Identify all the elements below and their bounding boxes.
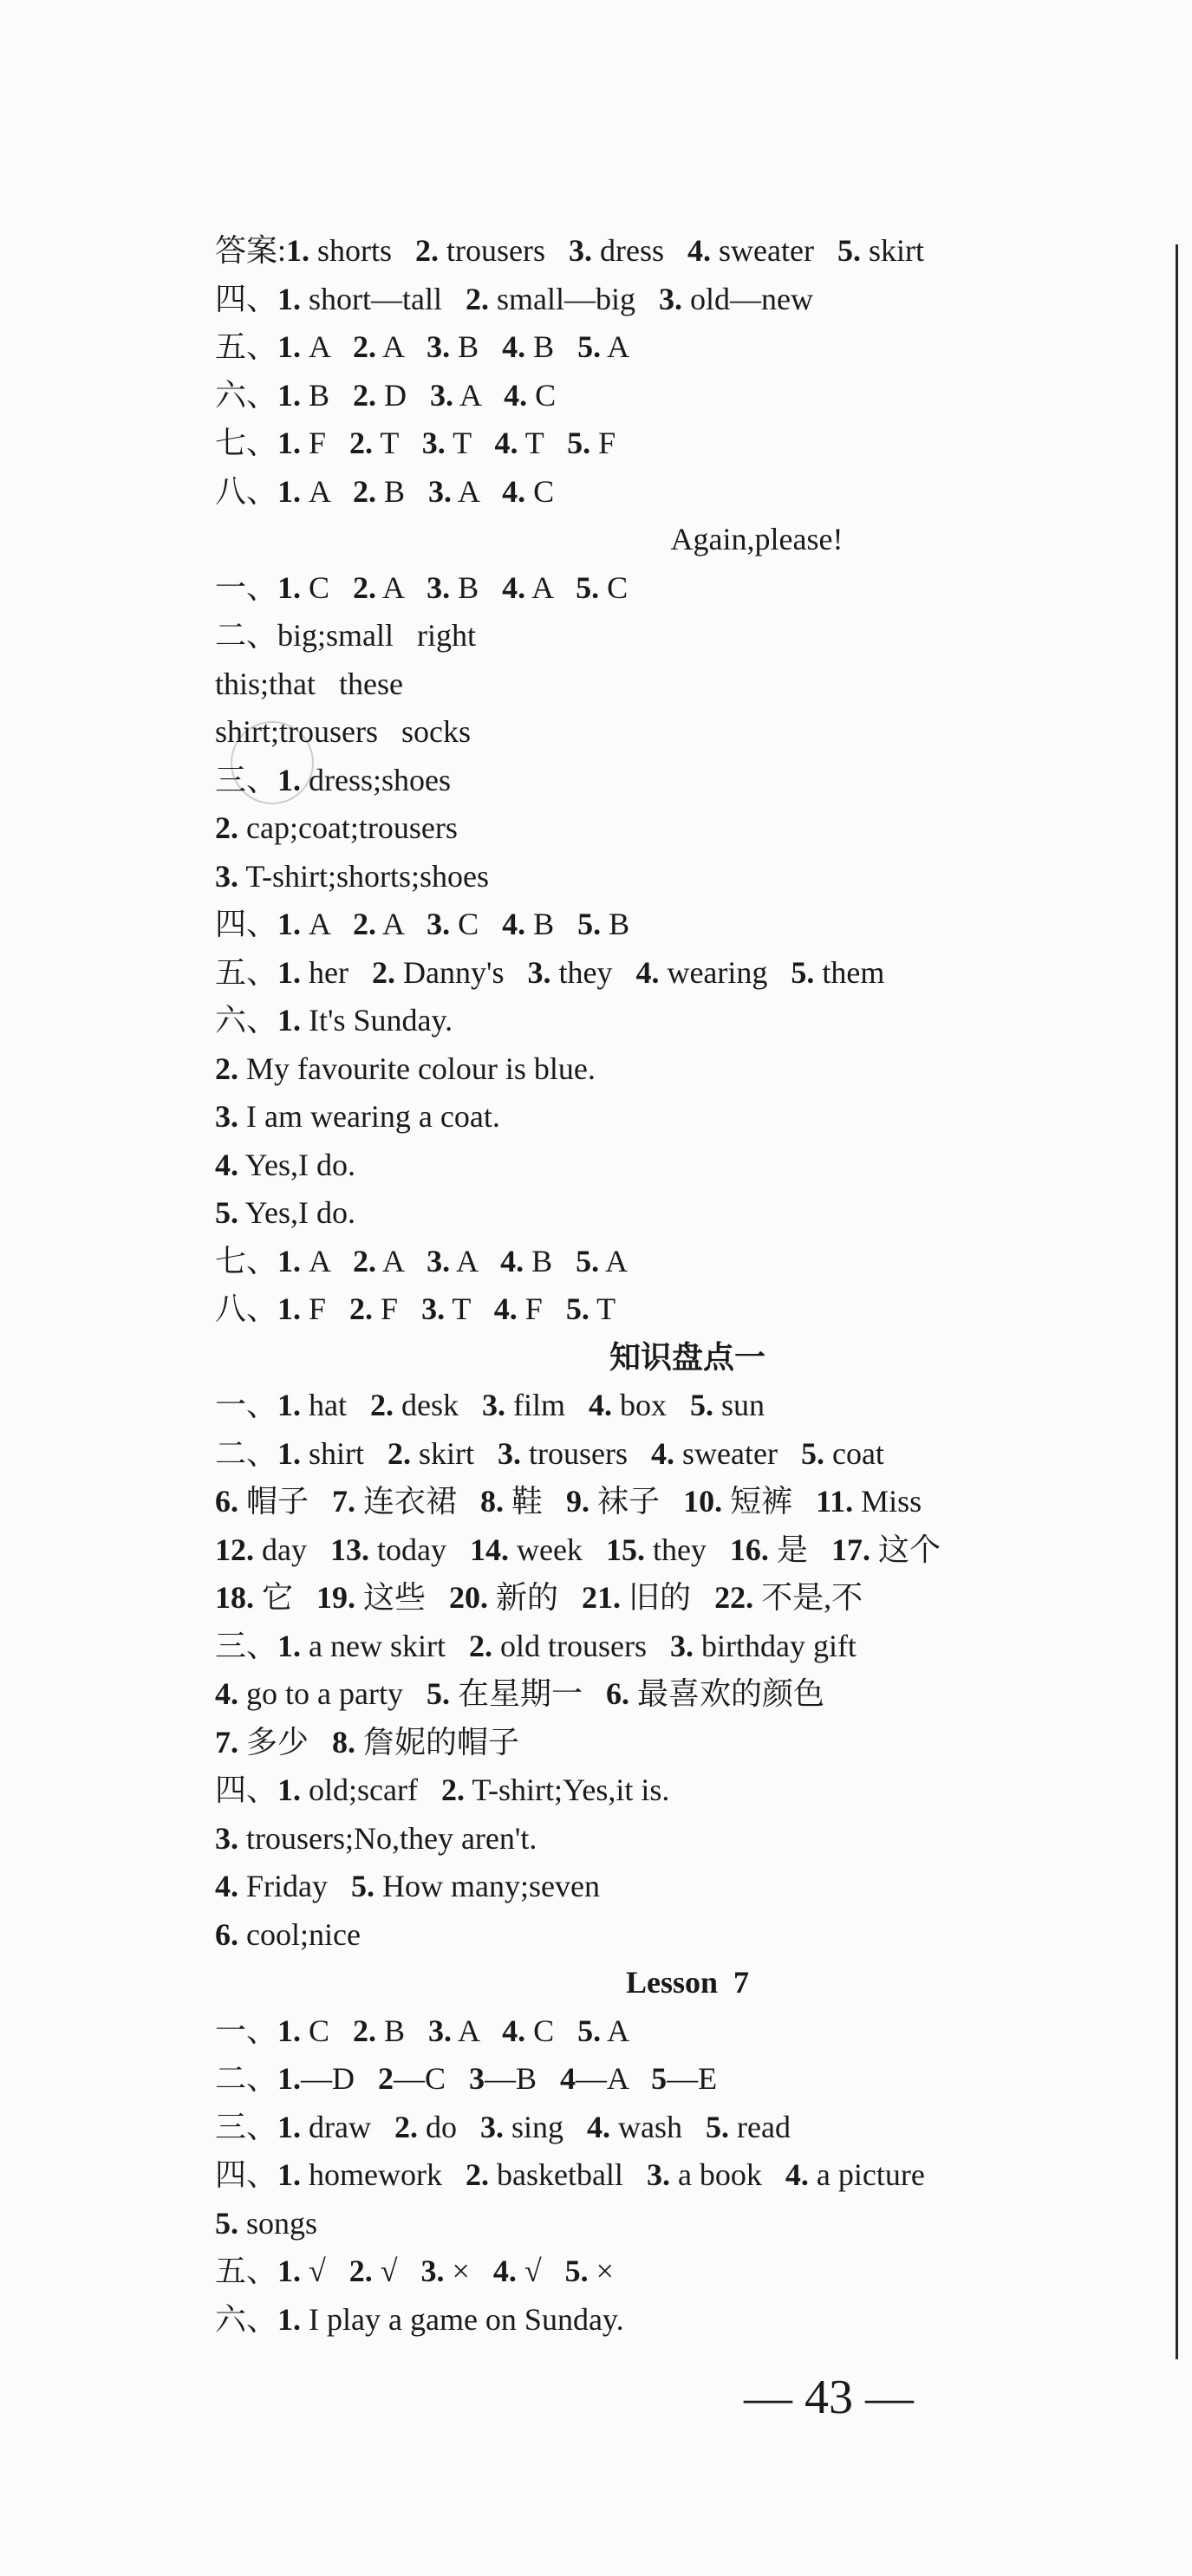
answer-line: 八、1. F 2. F 3. T 4. F 5. T (215, 1291, 616, 1326)
answer-content (215, 227, 1160, 2344)
answer-line: 三、1. dress;shoes (215, 762, 452, 797)
answer-line: 七、1. A 2. A 3. A 4. B 5. A (215, 1243, 629, 1278)
answer-line: 6. 帽子 7. 连衣裙 8. 鞋 9. 袜子 10. 短裤 11. Miss (215, 1484, 922, 1519)
answer-line: 5. songs (215, 2205, 318, 2241)
answer-line: 四、1. old;scarf 2. T-shirt;Yes,it is. (215, 1773, 670, 1807)
section-heading: Lesson 7 (625, 1965, 750, 2000)
answer-line: 五、1. √ 2. √ 3. × 4. √ 5. × (215, 2254, 614, 2288)
answer-line: this;that these (215, 666, 403, 701)
answer-line: 六、1. B 2. D 3. A 4. C (215, 377, 557, 413)
answer-line: 二、1.—D 2—C 3—B 4—A 5—E (215, 2061, 718, 2096)
answer-line: 四、1. short—tall 2. small—big 3. old—new (215, 281, 813, 316)
answer-line: 二、1. shirt 2. skirt 3. trousers 4. sweater 5. coat (215, 1435, 884, 1471)
section-heading: Again,please! (670, 522, 844, 556)
answer-line: shirt;trousers socks (215, 714, 471, 749)
answer-line: 3. trousers;No,they aren't. (215, 1820, 537, 1856)
answer-line: 18. 它 19. 这些 20. 新的 21. 旧的 22. 不是,不 (215, 1580, 863, 1615)
answer-line: 4. Yes,I do. (215, 1147, 356, 1182)
answer-line: 3. I am wearing a coat. (215, 1099, 500, 1134)
answer-line: 2. My favourite colour is blue. (215, 1051, 596, 1086)
answer-line: 4. go to a party 5. 在星期一 6. 最喜欢的颜色 (215, 1676, 824, 1711)
answer-line: 六、1. I play a game on Sunday. (215, 2301, 624, 2337)
section-heading: 知识盘点一 (609, 1339, 765, 1375)
answer-line: 答案:1. shorts 2. trousers 3. dress 4. sweater 5. skirt (215, 233, 924, 268)
answer-line: 四、1. A 2. A 3. C 4. B 5. B (215, 907, 630, 941)
answer-line: 一、1. hat 2. desk 3. film 4. box 5. sun (215, 1388, 765, 1422)
answer-line: 七、1. F 2. T 3. T 4. T 5. F (215, 426, 616, 460)
answer-line: 三、1. draw 2. do 3. sing 4. wash 5. read (215, 2109, 791, 2144)
answer-line: 一、1. C 2. B 3. A 4. C 5. A (215, 2013, 630, 2048)
right-margin-rule (1176, 244, 1178, 2359)
answer-line: 3. T-shirt;shorts;shoes (215, 858, 490, 894)
answer-line: 三、1. a new skirt 2. old trousers 3. birthday gift (215, 1628, 857, 1663)
answer-line: 12. day 13. today 14. week 15. they 16. 是 17. 这个 (215, 1532, 941, 1567)
answer-line: 五、1. A 2. A 3. B 4. B 5. A (215, 329, 630, 364)
answer-line: 五、1. her 2. Danny's 3. they 4. wearing 5. them (215, 954, 885, 990)
answer-line: 2. cap;coat;trousers (215, 810, 458, 845)
answer-line: 六、1. It's Sunday. (215, 1003, 453, 1038)
answer-line: 5. Yes,I do. (215, 1195, 356, 1230)
answer-line: 二、big;small right (215, 618, 476, 653)
answer-line: 八、1. A 2. B 3. A 4. C (215, 473, 555, 509)
page-number: — 43 — (744, 2371, 914, 2424)
answer-line: 一、1. C 2. A 3. B 4. A 5. C (215, 569, 629, 605)
answer-line: 四、1. homework 2. basketball 3. a book 4. a picture (215, 2157, 925, 2192)
answer-line: 7. 多少 8. 詹妮的帽子 (215, 1724, 520, 1760)
answer-line: 6. cool;nice (215, 1916, 361, 1952)
answer-line: 4. Friday 5. How many;seven (215, 1869, 600, 1903)
